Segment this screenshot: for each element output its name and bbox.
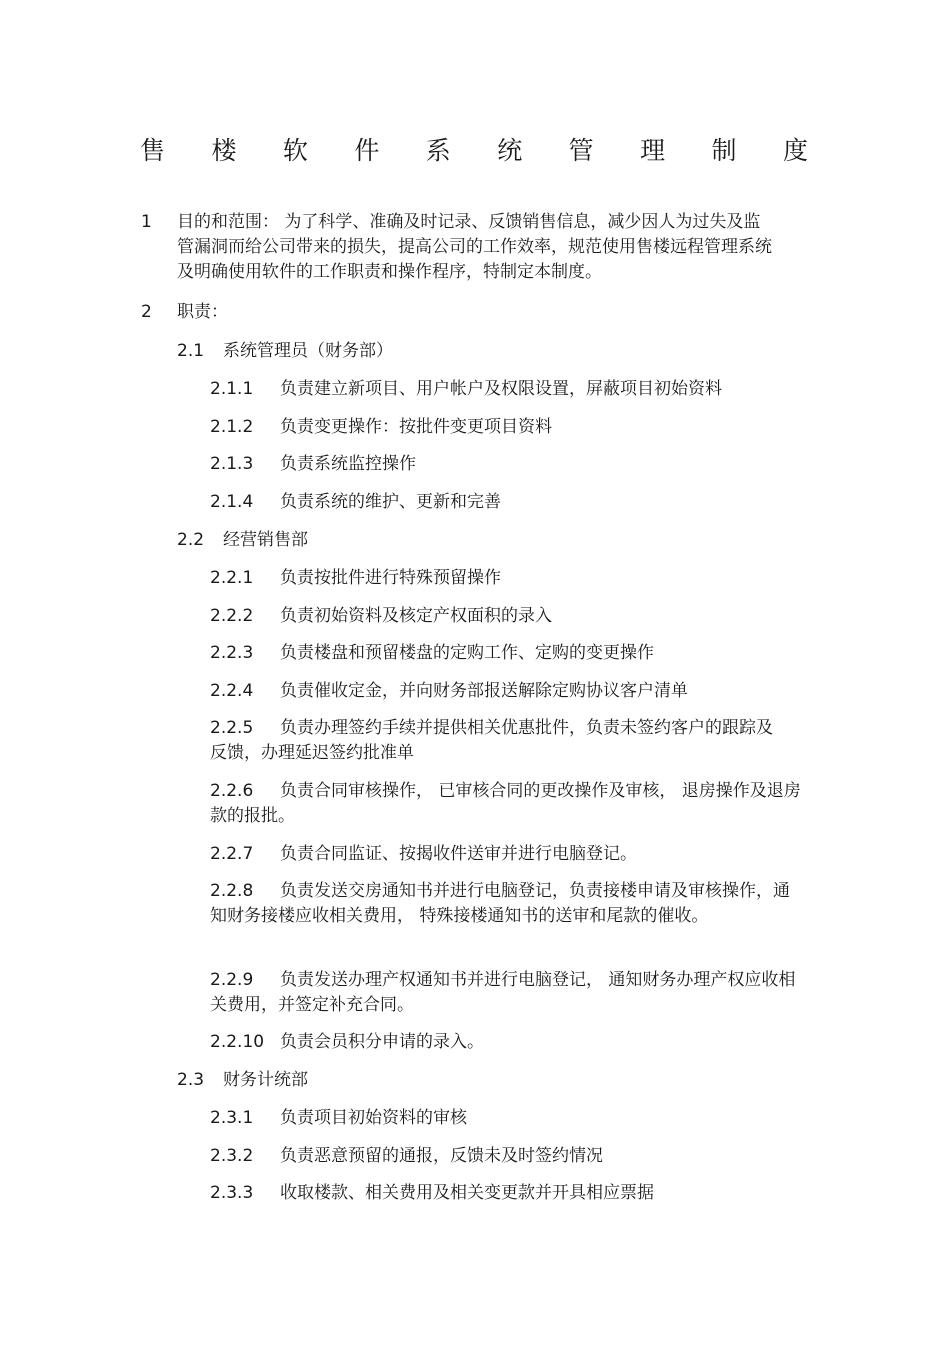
- item-text: 收取楼款、相关费用及相关变更款并开具相应票据: [280, 1183, 654, 1203]
- title-char: 制: [711, 136, 737, 165]
- item-text: 负责催收定金，并向财务部报送解除定购协议客户清单: [280, 681, 688, 701]
- section-number: 2: [141, 302, 152, 322]
- item-number: 2.2.10: [210, 1032, 265, 1052]
- item-text: 负责合同监证、按揭收件送审并进行电脑登记。: [280, 844, 637, 864]
- item-number: 2.2.7: [210, 844, 254, 864]
- subsection-title: 财务计统部: [223, 1070, 308, 1090]
- item-number: 2.2.8: [210, 881, 254, 901]
- item-text: 负责建立新项目、用户帐户及权限设置，屏蔽项目初始资料: [280, 379, 722, 399]
- section-1: [141, 210, 801, 285]
- list-item: [210, 452, 810, 477]
- item-text: 负责项目初始资料的审核: [280, 1108, 467, 1128]
- item-number: 2.2.5: [210, 718, 254, 738]
- subsection-2-3-heading: [177, 1068, 308, 1093]
- item-number: 2.2.4: [210, 681, 254, 701]
- item-text: 负责楼盘和预留楼盘的定购工作、定购的变更操作: [280, 643, 654, 663]
- title-char: 楼: [211, 136, 237, 165]
- item-text: 负责按批件进行特殊预留操作: [280, 568, 501, 588]
- section-2-heading: [141, 300, 228, 325]
- section-title: 职责：: [177, 302, 228, 322]
- item-number: 2.2.1: [210, 568, 254, 588]
- item-number: 2.1.1: [210, 379, 254, 399]
- item-text: 负责发送办理产权通知书并进行电脑登记， 通知财务办理产权应收相关费用，并签定补充合同。: [210, 970, 796, 1015]
- subsection-number: 2.3: [177, 1070, 205, 1090]
- section-number: 1: [141, 212, 152, 232]
- list-item: [210, 779, 806, 829]
- title-char: 系: [425, 136, 451, 165]
- item-text: 负责办理签约手续并提供相关优惠批件，负责未签约客户的跟踪及反馈，办理延迟签约批准单: [210, 718, 773, 763]
- item-number: 2.2.3: [210, 643, 254, 663]
- list-item: [210, 1106, 810, 1131]
- list-item: [210, 604, 810, 629]
- list-item: [210, 415, 810, 440]
- item-text: 负责合同审核操作， 已审核合同的更改操作及审核， 退房操作及退房款的报批。: [210, 781, 801, 826]
- item-number: 2.3.1: [210, 1108, 254, 1128]
- title-char: 度: [782, 136, 808, 165]
- subsection-title: 系统管理员（财务部）: [223, 341, 393, 361]
- item-number: 2.1.3: [210, 454, 254, 474]
- item-text: 负责发送交房通知书并进行电脑登记，负责接楼申请及审核操作，通知财务接楼应收相关费用， 特殊接楼通知书的送审和尾款的催收。: [210, 881, 790, 926]
- title-char: 理: [640, 136, 666, 165]
- item-text: 负责系统的维护、更新和完善: [280, 492, 501, 512]
- list-item: [210, 1181, 810, 1206]
- subsection-number: 2.1: [177, 341, 205, 361]
- list-item: [210, 490, 810, 515]
- list-item: [210, 679, 810, 704]
- title-char: 统: [497, 136, 523, 165]
- item-number: 2.1.4: [210, 492, 254, 512]
- title-char: 件: [354, 136, 380, 165]
- list-item: [210, 377, 810, 402]
- list-item: [210, 842, 810, 867]
- list-item: [210, 1030, 810, 1055]
- item-text: 负责恶意预留的通报，反馈未及时签约情况: [280, 1146, 603, 1166]
- item-text: 负责会员积分申请的录入。: [280, 1032, 484, 1052]
- list-item: [210, 566, 810, 591]
- subsection-2-2-heading: [177, 528, 308, 553]
- item-number: 2.2.6: [210, 781, 254, 801]
- item-number: 2.2.2: [210, 606, 254, 626]
- item-text: 负责初始资料及核定产权面积的录入: [280, 606, 552, 626]
- list-item: [210, 968, 802, 1018]
- item-text: 负责系统监控操作: [280, 454, 416, 474]
- subsection-title: 经营销售部: [223, 530, 308, 550]
- title-char: 管: [568, 136, 594, 165]
- document-title: [140, 133, 808, 169]
- title-char: 售: [140, 136, 166, 165]
- item-number: 2.2.9: [210, 970, 254, 990]
- subsection-number: 2.2: [177, 530, 205, 550]
- subsection-2-1-heading: [177, 339, 393, 364]
- item-text: 负责变更操作：按批件变更项目资料: [280, 417, 552, 437]
- title-char: 软: [282, 136, 308, 165]
- list-item: [210, 716, 780, 766]
- list-item: [210, 641, 810, 666]
- section-1-text: 目的和范围： 为了科学、准确及时记录、反馈销售信息，减少因人为过失及监管漏洞而给公司带来的损失，提高公司的工作效率，规范使用售楼远程管理系统及明确使用软件的工作职责和操作程序，特制定本制度。: [177, 212, 772, 282]
- item-number: 2.1.2: [210, 417, 254, 437]
- item-number: 2.3.3: [210, 1183, 254, 1203]
- item-number: 2.3.2: [210, 1146, 254, 1166]
- list-item: [210, 1144, 810, 1169]
- list-item: [210, 879, 794, 929]
